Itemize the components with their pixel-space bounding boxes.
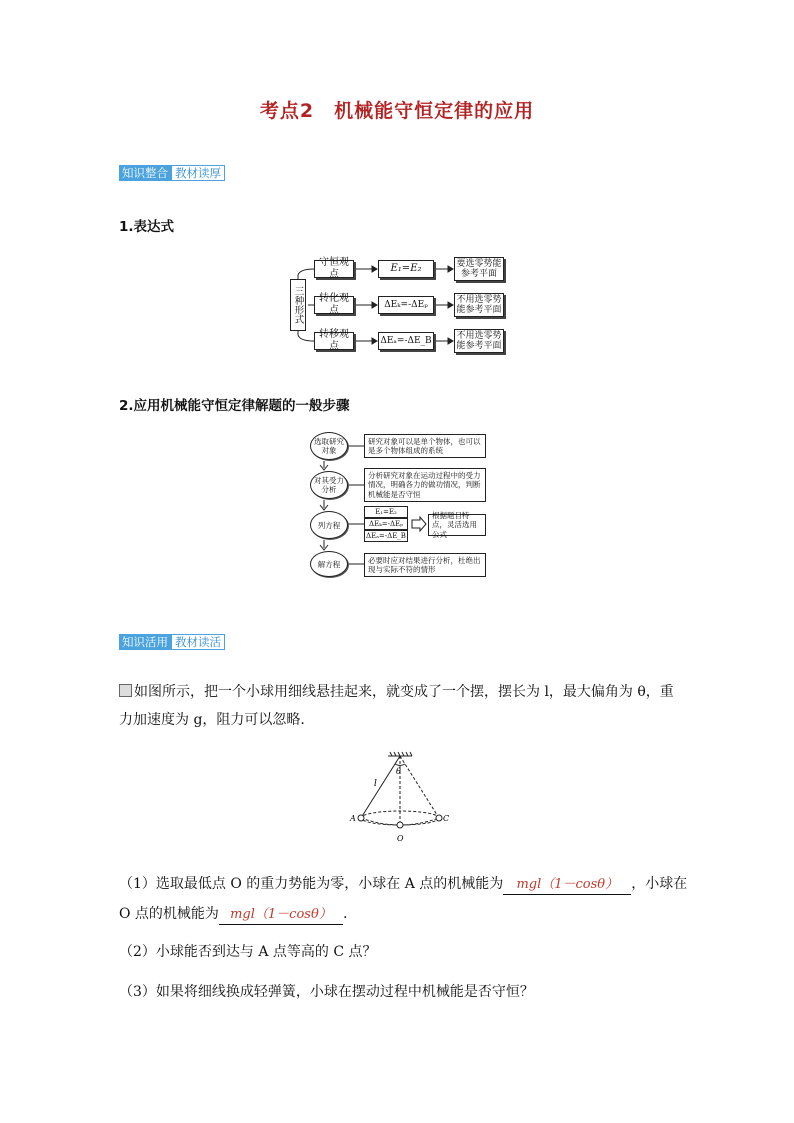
question-3: （3）如果将细线换成轻弹簧，小球在摆动过程中机械能是否守恒？ — [119, 984, 534, 1000]
section-badge-knowledge-application — [119, 634, 225, 650]
question-1 — [119, 870, 689, 928]
ball-at-o — [397, 822, 403, 828]
problem-marker-icon — [119, 684, 132, 697]
page-title: 考点2 机械能守恒定律的应用 — [259, 100, 535, 122]
q1-answer-o-energy: mgl（1－cosθ） — [219, 906, 343, 925]
step-select-object: 选取研究对象 — [310, 432, 348, 460]
formula-conservation: E₁=E₂ — [378, 260, 434, 278]
heading-expressions: 1.表达式 — [119, 219, 175, 235]
equation-side-note: 根据题目特点，灵活选用公式 — [428, 514, 486, 536]
label-angle: θ — [396, 767, 401, 776]
q1-text-part1: （1）选取最低点 O 的重力势能为零，小球在 A 点的机械能为 — [119, 876, 504, 892]
note-conservation: 要选零势能参考平面 — [454, 257, 504, 281]
step-force-analysis: 对其受力分析 — [310, 471, 348, 499]
badge-left-label: 知识活用 — [119, 634, 171, 650]
problem-intro-line2: 力加速度为 g，阻力可以忽略. — [119, 712, 305, 728]
three-forms-label: 三种形式 — [290, 279, 306, 331]
step-write-equation: 列方程 — [310, 511, 348, 539]
q1-text-part4: . — [342, 906, 348, 922]
step-select-object-desc: 研究对象可以是单个物体，也可以是多个物体组成的系统 — [364, 434, 486, 458]
label-point-a: A — [350, 814, 356, 823]
step-solve-equation-desc: 必要时应对结果进行分析，杜绝出现与实际不符的情形 — [364, 553, 486, 577]
label-point-c: C — [443, 814, 450, 823]
formula-transformation: ΔEₖ=-ΔEₚ — [378, 296, 434, 314]
problem-intro — [119, 678, 679, 734]
problem-intro-line1: 如图所示，把一个小球用细线悬挂起来，就变成了一个摆，摆长为 l，最大偏角为 θ，重 — [134, 684, 674, 700]
section-badge-knowledge-integration — [119, 165, 225, 181]
label-length: l — [374, 779, 377, 789]
heading-general-steps: 2.应用机械能守恒定律解题的一般步骤 — [119, 398, 350, 414]
expression-forms-diagram — [288, 255, 508, 355]
step-force-analysis-desc: 分析研究对象在运动过程中的受力情况，明确各力的做功情况，判断机械能是否守恒 — [364, 468, 486, 502]
view-transfer: 转移观点 — [314, 332, 354, 350]
equation-formula-3: ΔEₐ=-ΔE_B — [364, 530, 408, 542]
note-transfer: 不用选零势能参考平面 — [454, 329, 504, 353]
ball-at-c — [436, 815, 442, 821]
note-transformation: 不用选零势能参考平面 — [454, 293, 504, 317]
equation-formula-1: E₁=E₂ — [364, 506, 408, 518]
label-point-o: O — [397, 834, 404, 843]
q1-text-part3: O 点的机械能为 — [119, 906, 219, 922]
q1-answer-a-energy: mgl（1－cosθ） — [503, 876, 631, 895]
badge-right-label: 教材读厚 — [171, 165, 225, 181]
step-solve-equation: 解方程 — [310, 551, 348, 577]
view-transformation: 转化观点 — [314, 296, 354, 314]
view-conservation: 守恒观点 — [314, 260, 354, 278]
badge-right-label: 教材读活 — [171, 634, 225, 650]
ball-at-a — [358, 815, 364, 821]
pendulum-figure — [340, 750, 460, 850]
equation-formula-2: ΔEₖ=-ΔEₚ — [364, 518, 408, 530]
question-2: （2）小球能否到达与 A 点等高的 C 点？ — [119, 944, 377, 960]
formula-transfer: ΔEₐ=-ΔE_B — [378, 332, 434, 350]
solving-steps-diagram — [308, 430, 494, 580]
q1-text-part2: ，小球在 — [631, 876, 688, 892]
badge-left-label: 知识整合 — [119, 165, 171, 181]
